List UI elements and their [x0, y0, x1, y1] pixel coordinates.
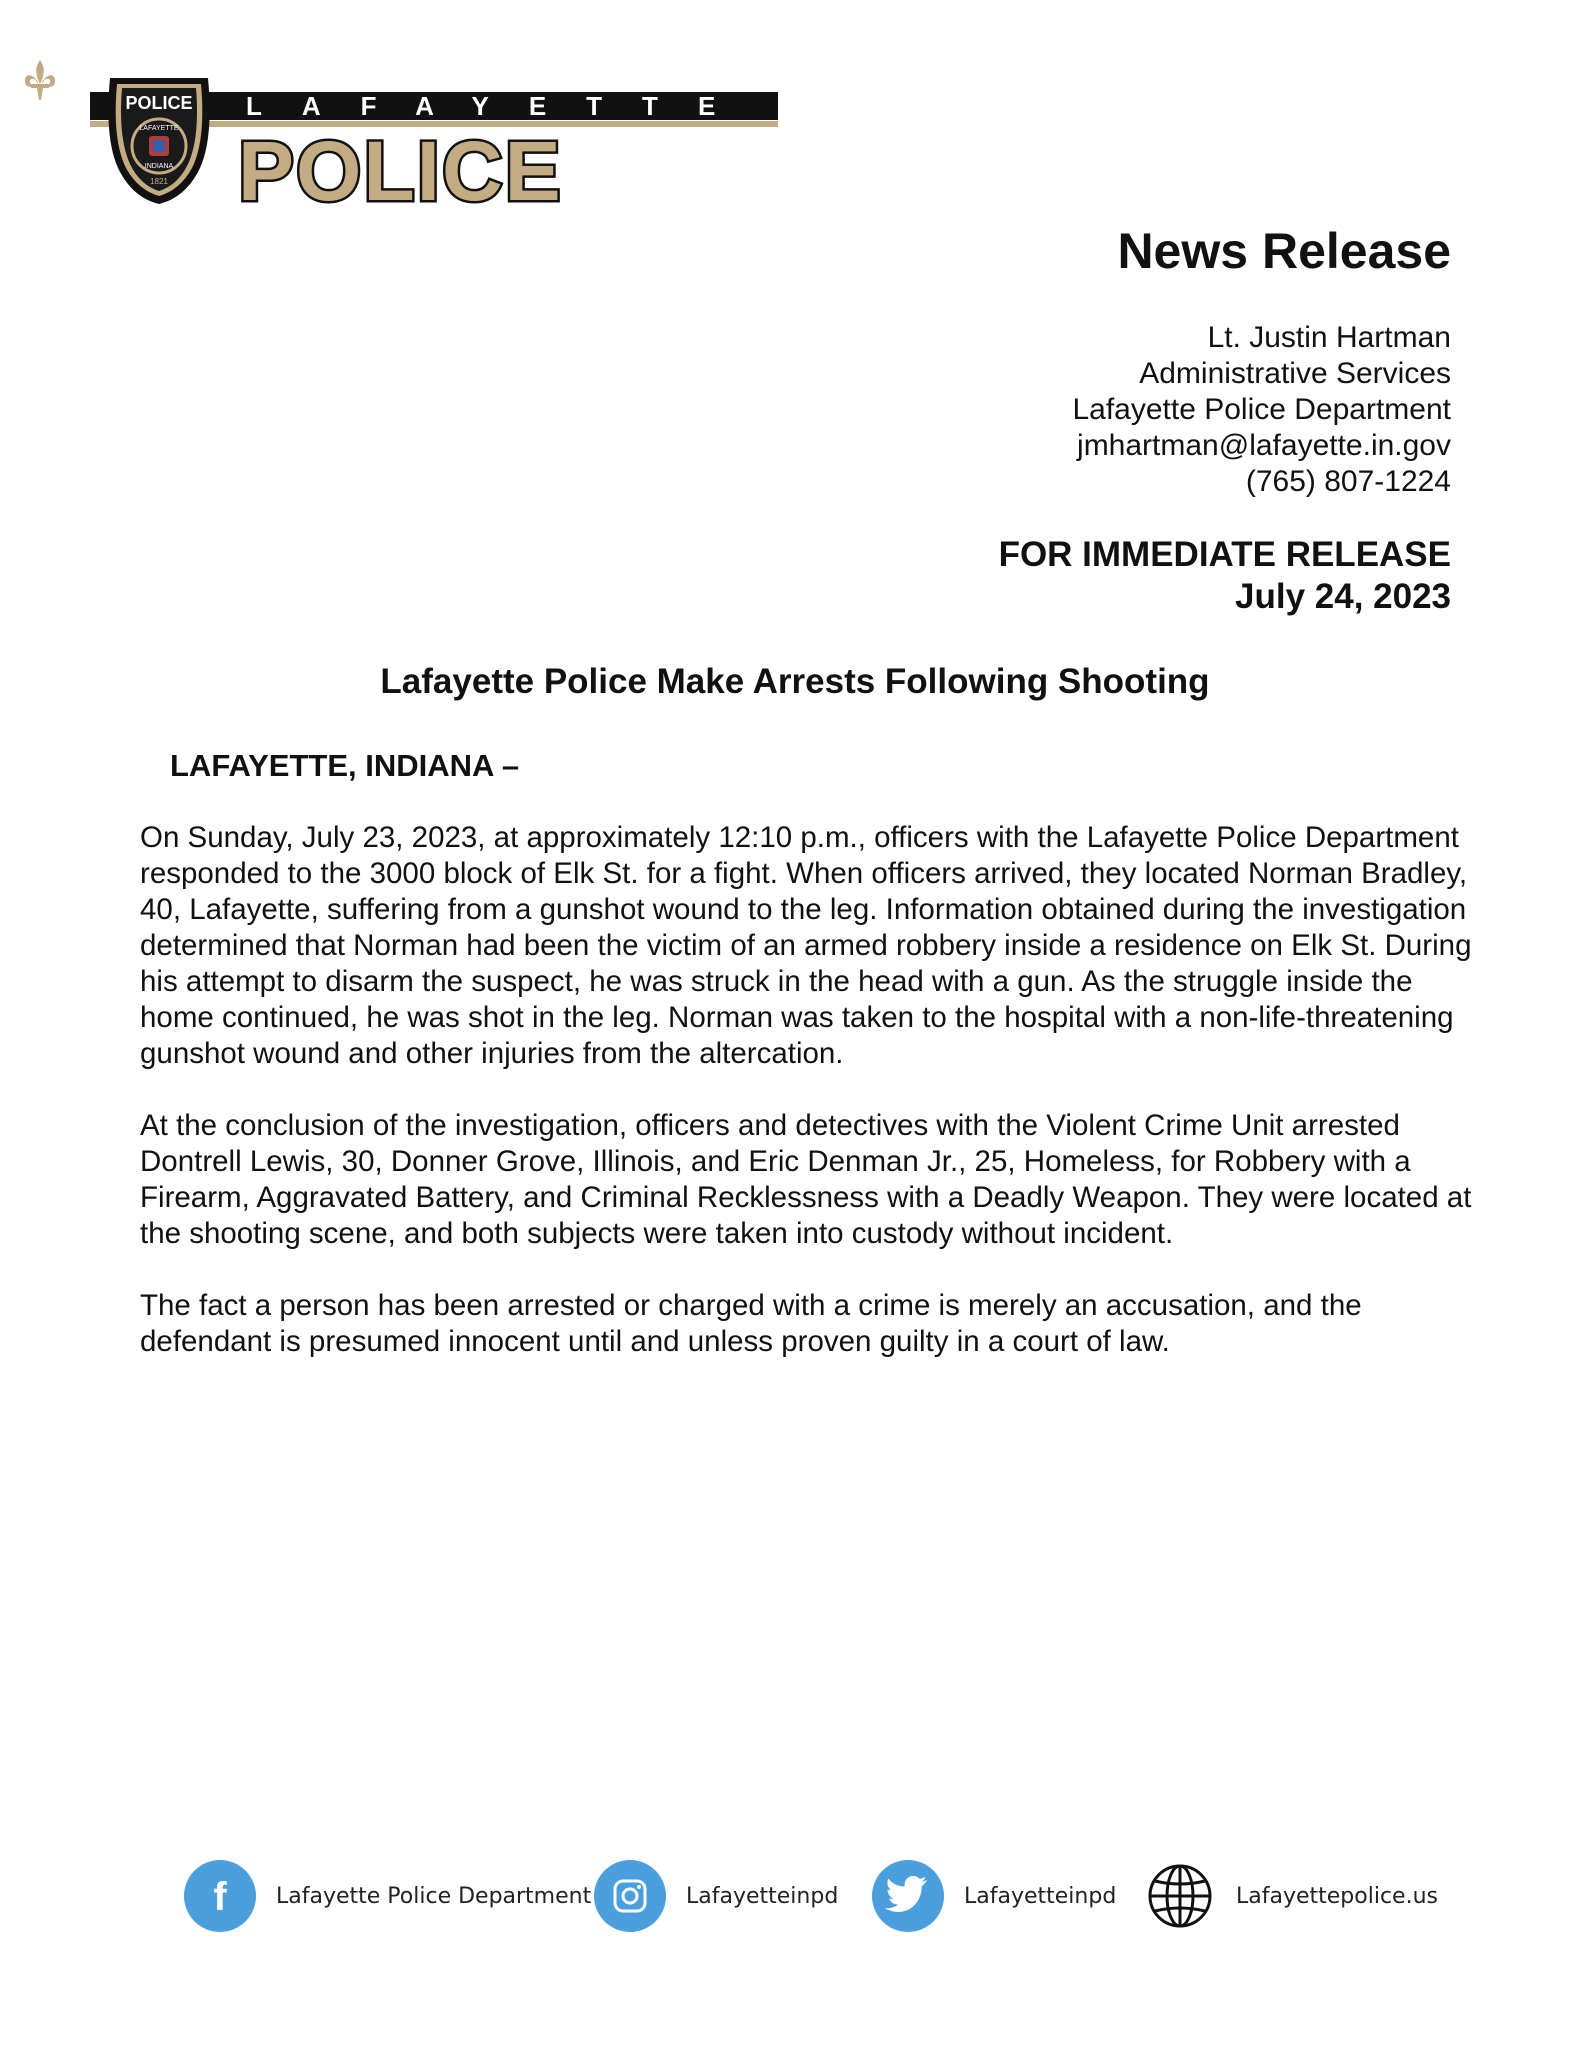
facebook-icon — [184, 1860, 256, 1932]
body-paragraph: At the conclusion of the investigation, officers and detectives with the Violent Crime Unit arrested Dontrell Lewis, 30, Donner Grove, Illinois, and Eric Denman Jr., 25, Homeless, for Robbery with a Firearm, Aggravated Battery, and Criminal Recklessness with a Deadly Weapon. They were located at the shooting scene, and both subjects were taken into custody without incident. — [140, 1109, 1472, 1250]
release-title: News Release — [1117, 223, 1451, 279]
twitter-label: Lafayetteinpd — [964, 1883, 1117, 1909]
badge-city-text: LAFAYETTE — [139, 125, 179, 132]
instagram-icon — [594, 1860, 666, 1932]
contact-division: Administrative Services — [1139, 357, 1451, 390]
logo-top-text: LAFAYETTE — [246, 91, 756, 121]
badge-top-text: POLICE — [125, 93, 193, 113]
instagram-link[interactable] — [594, 1860, 838, 1932]
contact-phone: (765) 807-1224 — [1245, 465, 1451, 498]
department-logo — [90, 72, 790, 212]
body-paragraph: On Sunday, July 23, 2023, at approximately 12:10 p.m., officers with the Lafayette Police Department responded to the 3000 block of Elk St. for a fight. When officers arrived, they located Norman Bradley, 40, Lafayette, suffering from a gunshot wound to the leg. Information obtained during the investigation determined that Norman had been the victim of an armed robbery inside a residence on Elk St. During his attempt to disarm the suspect, he was struck in the head with a gun. As the struggle inside the home continued, he was shot in the leg. Norman was taken to the hospital with a non-life-threatening gunshot wound and other injuries from the altercation. — [140, 821, 1472, 1070]
release-info — [999, 534, 1451, 618]
contact-email[interactable]: jmhartman@lafayette.in.gov — [1077, 429, 1451, 462]
release-label: FOR IMMEDIATE RELEASE — [998, 535, 1451, 574]
police-badge — [108, 78, 209, 204]
svg-text:f: f — [213, 1875, 227, 1919]
twitter-link[interactable] — [872, 1860, 1116, 1932]
release-date: July 24, 2023 — [1235, 577, 1451, 616]
logo-main-text: POLICE — [238, 124, 563, 212]
facebook-label: Lafayette Police Department — [276, 1883, 592, 1909]
facebook-link[interactable] — [184, 1860, 591, 1932]
contact-block — [1072, 320, 1451, 500]
contact-department: Lafayette Police Department — [1072, 393, 1451, 426]
instagram-label: Lafayetteinpd — [686, 1883, 839, 1909]
twitter-icon — [872, 1860, 944, 1932]
article-body — [140, 820, 1480, 1396]
contact-name: Lt. Justin Hartman — [1207, 321, 1451, 354]
body-paragraph: The fact a person has been arrested or charged with a crime is merely an accusation, and the defendant is presumed innocent until and unless proven guilty in a court of law. — [140, 1289, 1362, 1358]
social-footer — [0, 1860, 1590, 1940]
badge-state-text: INDIANA — [144, 163, 174, 170]
globe-icon — [1144, 1860, 1216, 1932]
article-dateline: LAFAYETTE, INDIANA – — [170, 748, 520, 783]
fleur-de-lis-icon — [22, 58, 58, 104]
website-link[interactable] — [1144, 1860, 1438, 1932]
badge-year-text: 1821 — [150, 177, 168, 186]
article-headline: Lafayette Police Make Arrests Following Shooting — [380, 662, 1210, 701]
website-label: Lafayettepolice.us — [1236, 1883, 1438, 1909]
